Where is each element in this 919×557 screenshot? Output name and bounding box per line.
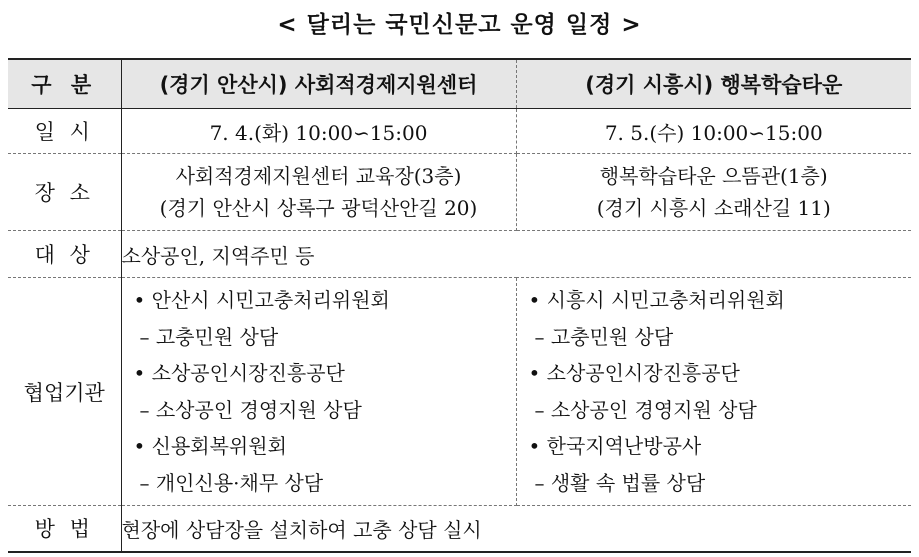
list-item: • 신용회복위원회 [133,434,287,458]
date-label: 일 시 [8,109,121,154]
cooperation-label: 협업기관 [8,278,121,506]
list-item: • 한국지역난방공사 [528,434,702,458]
cooperation-row [8,278,911,506]
target-row [8,231,911,278]
header-label: 구 분 [8,59,121,109]
place-siheung [516,154,911,231]
place-label: 장 소 [8,154,121,231]
header-siheung: (경기 시흥시) 행복학습타운 [516,59,911,109]
list-item: – 고충민원 상담 [139,324,279,349]
place-ansan-name: 사회적경제지원센터 교육장(3층) [175,164,462,188]
place-ansan-address: (경기 안산시 상록구 광덕산안길 20) [159,196,478,220]
list-item: • 안산시 시민고충처리위원회 [133,288,390,312]
list-item: – 소상공인 경영지원 상담 [534,397,757,422]
method-row [8,506,911,552]
place-siheung-name: 행복학습타운 으뜸관(1층) [599,164,828,188]
date-siheung: 7. 5.(수) 10:00∽15:00 [516,109,911,154]
list-item: – 개인신용·채무 상담 [139,470,324,495]
list-item: • 시흥시 시민고충처리위원회 [528,288,785,312]
place-row [8,154,911,231]
header-ansan: (경기 안산시) 사회적경제지원센터 [121,59,516,109]
table-header-row [8,59,911,109]
list-item: – 소상공인 경영지원 상담 [139,397,362,422]
target-label: 대 상 [8,231,121,278]
cooperation-ansan [121,278,516,506]
date-row [8,109,911,154]
place-siheung-address: (경기 시흥시 소래산길 11) [596,196,831,220]
list-item: • 소상공인시장진흥공단 [528,361,740,385]
list-item: • 소상공인시장진흥공단 [133,361,345,385]
place-ansan [121,154,516,231]
list-item: – 고충민원 상담 [534,324,674,349]
target-value: 소상공인, 지역주민 등 [121,231,911,278]
date-ansan: 7. 4.(화) 10:00∽15:00 [121,109,516,154]
method-value: 현장에 상담장을 설치하여 고충 상담 실시 [121,506,911,552]
method-label: 방 법 [8,506,121,552]
page-title: < 달리는 국민신문고 운영 일정 > [277,12,642,38]
schedule-table [8,58,911,553]
cooperation-siheung [516,278,911,506]
list-item: – 생활 속 법률 상담 [534,470,706,495]
